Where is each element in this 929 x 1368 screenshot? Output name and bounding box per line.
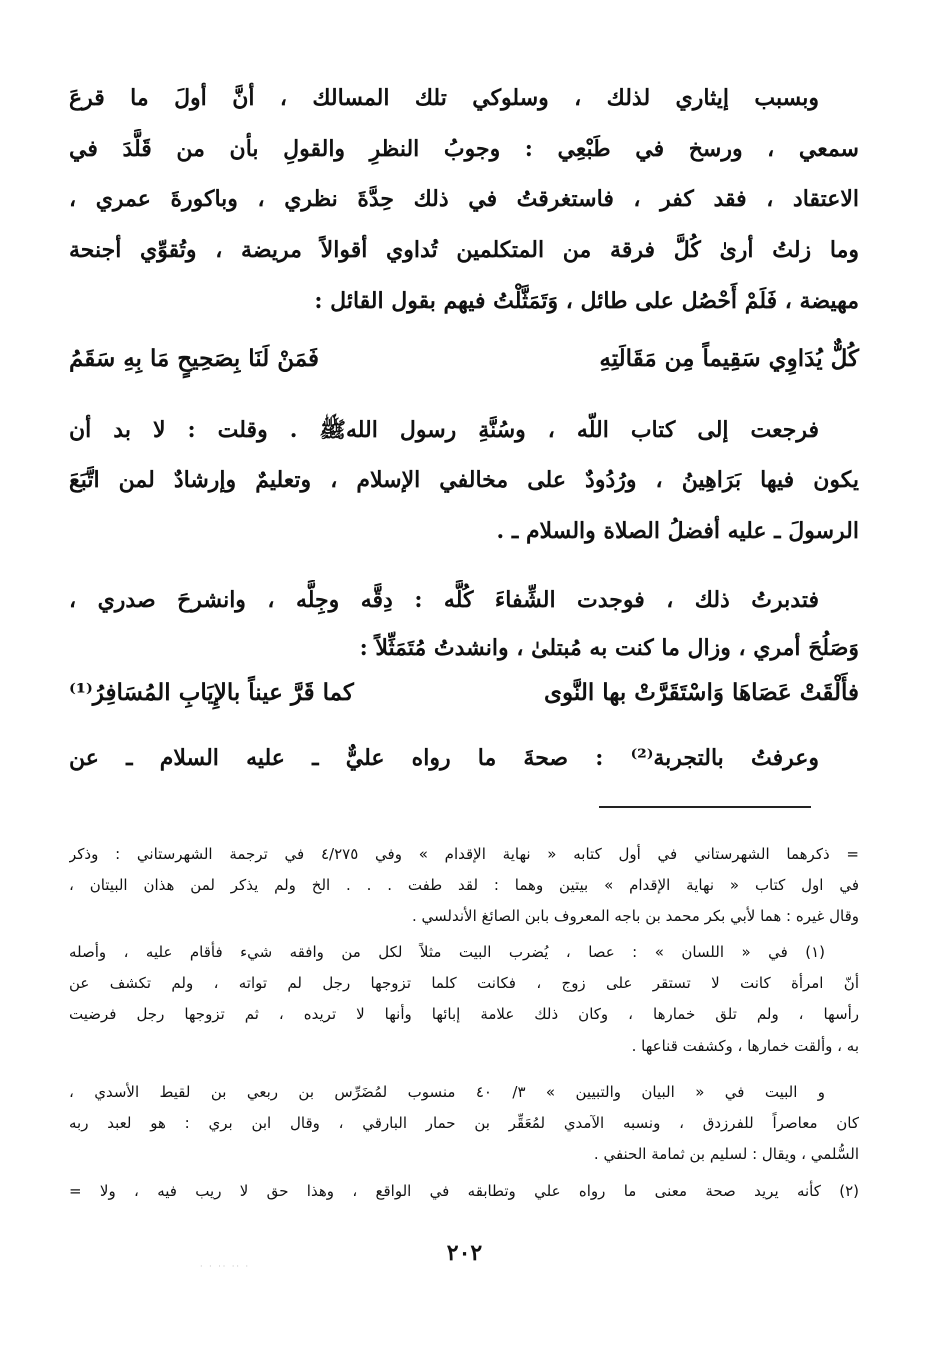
footnote-line: (٢) كأنه يريد صحة معنى ما رواه علي وتطابقه في الواقع ، وهذا حق لا ريب فيه ، ولا = (69, 1182, 859, 1200)
footnote-line: و البيت في « البيان والتبيين » ٣/ ٤٠ منسوب لمُضَرِّس بن ربعي بن لقيط الأسدي ، (69, 1083, 826, 1101)
verse-hemistich-first: كُلٌّ يُدَاوِي سَقِيماً مِن مَقَالَتِهِ (599, 345, 859, 372)
verse-hemistich-first: فأَلْقَتْ عَصَاهَا وَاسْتَقَرَّتْ بها النَّوى (544, 679, 859, 706)
footnote-line: في اول كتاب « نهاية الإقدام » بيتين وهما : لقد طفت . . . الخ ولم يذكر لمن هذان البيتان ، (69, 876, 859, 894)
body-line: فرجعت إلى كتاب اللّه ، وسُنَّةِ رسول اللهﷺ . وقلت : لا بد أن (69, 417, 819, 443)
body-line: سمعي ، ورسخ في طَبْعِي : وجوبُ النظرِ والقولِ بأن من قَلَّدَ في (69, 136, 859, 162)
body-line: مهيضة ، فَلَمْ أَحْصُل على طائل ، وَتَمَثَّلْتُ فيهم بقول القائل : (314, 288, 859, 314)
footnote-line: كان معاصراً للفرزدق ، ونسبه الآمدي لمُعَقِّر بن حمار البارقي ، وقال ابن بري : هو لعبد ربه (69, 1114, 859, 1132)
body-line: وما زلتُ أرىٰ كُلَّ فرقة من المتكلمين تُداوي أقوالاً مريضة ، وتُقوِّي أجنحة (69, 237, 859, 263)
footnote-line: به ، وألقت خمارها ، وكشفت قناعها . (631, 1037, 859, 1055)
footnote-divider (599, 806, 811, 808)
footnote-line: أنّ امرأة كانت لا تستقر على زوج ، فكانت كلما تزوجها رجل لم تواته ، ولم تكشف عن (69, 974, 859, 992)
body-line: وعرفتُ بالتجربة⁽²⁾ : صحةَ ما رواه عليٌّ ـ عليه السلام ـ عن (69, 745, 819, 771)
body-line: الرسولَ ـ عليه أفضلُ الصلاة والسلام ـ . (496, 518, 859, 544)
footnote-line: = ذكرهما الشهرستاني في أول كتابه « نهاية الإقدام » وفي ٤/٢٧٥ في ترجمة الشهرستاني : وذكر (69, 845, 859, 863)
body-line: فتدبرتُ ذلك ، فوجدت الشِّفاءَ كُلَّه : دِقَّه وجِلَّه ، وانشرحَ صدري ، (69, 587, 819, 613)
body-line: وَصَلُحَ أمري ، وزال ما كنت به مُبتلىٰ ، وانشدتُ مُتَمَثِّلاً : (359, 635, 859, 661)
scan-artifact: · ·· ·· · · (200, 1262, 250, 1271)
footnote-line: وقال غيره : هما لأبي بكر محمد بن باجه المعروف بابن الصائغ الأندلسي . (412, 907, 859, 925)
verse-hemistich-second: فَمَنْ لَنَا بِصَحِيحٍ مَا بِهِ سَقَمُ (69, 345, 320, 372)
footnote-line: (١) في « اللسان » : عصا ، يُضرب البيت مثلاً لكل من وافقه شيء فأقام عليه ، وأصله (69, 943, 825, 961)
body-line: وبسبب إيثاري لذلك ، وسلوكي تلك المسالك ، أنَّ أولَ ما قرعَ (69, 85, 820, 111)
footnote-line: السُّلمي ، ويقال : لسليم بن ثمامة الحنفي . (593, 1145, 859, 1163)
verse-hemistich-second: كما قَرَّ عيناً بالإِيَابِ المُسَافِرُ⁽¹⁾ (69, 679, 354, 706)
footnote-line: رأسها ، ولم تلق خمارها ، وكان ذلك علامة إبائها وأنها لا تريده ، ثم تزوجها رجل فرضيت (69, 1005, 859, 1023)
verse-line (69, 671, 859, 715)
verse-line (69, 337, 859, 381)
body-line: الاعتقاد ، فقد كفر ، فاستغرقتُ في ذلك حِدَّةَ نظري ، وباكورةَ عمري ، (69, 186, 859, 212)
body-line: يكون فيها بَرَاهِينُ ، ورُدُودٌ على مخالفي الإسلام ، وتعليمٌ وإرشادٌ لمن اتَّبَعَ (69, 467, 859, 493)
page-number: ٢٠٢ (446, 1240, 483, 1266)
